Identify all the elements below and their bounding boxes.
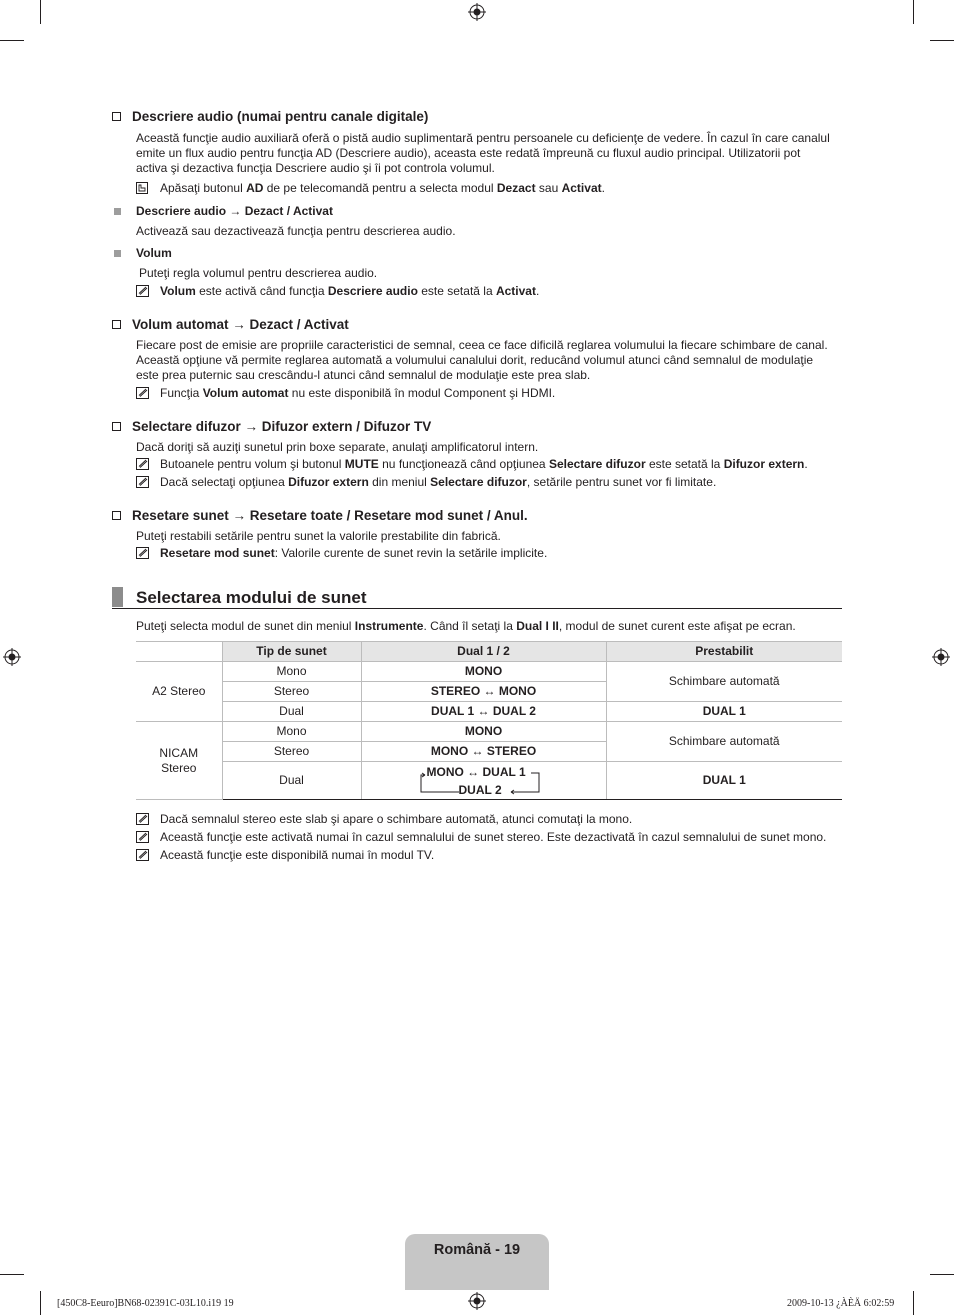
table-cell: Dual [222, 702, 361, 722]
item-audio-description-text: Activează sau dezactivează funcţia pentru descrierea audio. [136, 224, 456, 238]
note-speaker-mute: Butoanele pentru volum şi butonul MUTE nu funcţionează când opţiunea Selectare difuzor este setată la Difuzor extern. [136, 457, 844, 472]
auto-volume-paragraph: Fiecare post de emisie are propriile caracteristici de semnal, ceea ce face dificilă reglarea volumului la fiecare schimbare de canal. Această opţiune vă permite reglarea automată a volumului canalului dorit, reducând volumul atunci când semnalul de modulaţie este prea puternic sau crescându-l atunci când semnalul de modulaţie este prea slab. [136, 338, 828, 382]
table-cell: NICAM Stereo [136, 722, 222, 800]
checkbox-bullet-icon [112, 422, 121, 431]
registration-mark-icon [468, 3, 486, 21]
registration-mark-icon [932, 648, 950, 666]
crop-mark [40, 1291, 41, 1315]
note-stereo-only: Această funcţie este activată numai în cazul semnalului de sunet stereo. Este dezactivată în cazul semnalului de sunet mono. [136, 830, 844, 845]
table-cell: Stereo [222, 682, 361, 702]
crop-mark [930, 40, 954, 41]
note-tv-only: Această funcţie este disponibilă numai în modul TV. [136, 848, 844, 863]
table-cell: MONO [361, 662, 606, 682]
heading-auto-volume: Volum automat → Dezact / Activat [112, 317, 349, 332]
note-ad-button: Apăsaţi butonul AD de pe telecomandă pentru a selecta modul Dezact sau Activat. [136, 181, 844, 196]
table-row [136, 722, 842, 742]
audio-description-paragraph: Această funcţie audio auxiliară oferă o pistă audio suplimentară pentru persoanele cu deficienţe de vedere. În cazul în care canalul emite un flux audio pentru funcţia AD (Descriere audio), aceasta este redată împreună cu fluxul audio principal. Utilizatorii pot activa şi dezactiva funcţia Descriere audio şi îi pot controla volumul. [136, 131, 830, 175]
item-volume: Volum [114, 246, 172, 261]
crop-mark [40, 0, 41, 24]
item-volume-text: Puteţi regla volumul pentru descrierea audio. [139, 266, 378, 280]
table-cell: Dual [222, 762, 361, 800]
table-cell: Stereo [222, 742, 361, 762]
remote-note-icon [136, 182, 150, 194]
note-icon [136, 813, 150, 825]
crop-mark [930, 1274, 954, 1275]
crop-mark [913, 0, 914, 24]
registration-mark-icon [468, 1292, 486, 1310]
note-stereo-weak: Dacă semnalul stereo este slab şi apare o schimbare automată, atunci comutaţi la mono. [136, 812, 844, 827]
table-row [136, 702, 842, 722]
table-cell: MONO [361, 722, 606, 742]
table-cell: Schimbare automată [606, 662, 842, 702]
table-cell: Mono [222, 662, 361, 682]
note-reset: Resetare mod sunet: Valorile curente de sunet revin la setările implicite. [136, 546, 844, 561]
section-bar-icon [112, 587, 123, 607]
table-cell: Schimbare automată [606, 722, 842, 762]
table-header-row [136, 642, 842, 662]
section-title-sound-mode: Selectarea modului de sunet [112, 586, 842, 609]
print-info-right: 2009-10-13 ¿ÀÈÄ 6:02:59 [787, 1298, 895, 1309]
checkbox-bullet-icon [112, 511, 121, 520]
dual-cycle-diagram: MONO ↔ DUAL 1 DUAL 2 [419, 764, 549, 798]
heading-audio-description: Descriere audio (numai pentru canale digitale) [112, 109, 428, 124]
table-cell [361, 762, 606, 800]
crop-mark [0, 1274, 24, 1275]
speaker-paragraph: Dacă doriţi să auziţi sunetul prin boxe separate, anulaţi amplificatorul intern. [136, 440, 539, 454]
square-bullet-icon [114, 208, 121, 215]
crop-mark [913, 1291, 914, 1315]
section-intro: Puteţi selecta modul de sunet din meniul Instrumente. Când îl setaţi la Dual I II, modul de sunet curent este afişat pe ecran. [136, 619, 796, 633]
sound-mode-table [136, 641, 842, 800]
table-cell: STEREO ↔ MONO [361, 682, 606, 702]
note-icon [136, 849, 150, 861]
registration-mark-icon [3, 648, 21, 666]
table-header: Prestabilit [606, 642, 842, 662]
note-speaker-external: Dacă selectaţi opţiunea Difuzor extern din meniul Selectare difuzor, setările pentru sunet vor fi limitate. [136, 475, 844, 490]
checkbox-bullet-icon [112, 112, 121, 121]
item-audio-description-toggle: Descriere audio → Dezact / Activat [114, 204, 333, 219]
table-cell: DUAL 1 ↔ DUAL 2 [361, 702, 606, 722]
note-icon [136, 831, 150, 843]
page-number-tab: Română - 19 [405, 1234, 549, 1290]
note-icon [136, 547, 150, 559]
square-bullet-icon [114, 250, 121, 257]
table-cell: A2 Stereo [136, 662, 222, 722]
heading-sound-reset: Resetare sunet → Resetare toate / Resetare mod sunet / Anul. [112, 508, 528, 523]
print-info-left: [450C8-Eeuro]BN68-02391C-03L10.i19 19 [57, 1298, 234, 1309]
table-cell: Mono [222, 722, 361, 742]
note-volume: Volum este activă când funcţia Descriere audio este setată la Activat. [136, 284, 844, 299]
note-icon [136, 476, 150, 488]
checkbox-bullet-icon [112, 320, 121, 329]
table-cell: DUAL 1 [606, 762, 842, 800]
note-icon [136, 458, 150, 470]
note-icon [136, 387, 150, 399]
table-cell: DUAL 1 [606, 702, 842, 722]
note-auto-volume: Funcţia Volum automat nu este disponibilă în modul Component şi HDMI. [136, 386, 844, 401]
table-cell: MONO ↔ STEREO [361, 742, 606, 762]
reset-paragraph: Puteţi restabili setările pentru sunet la valorile prestabilite din fabrică. [136, 529, 501, 543]
heading-speaker-select: Selectare difuzor → Difuzor extern / Difuzor TV [112, 419, 431, 434]
table-header: Tip de sunet [222, 642, 361, 662]
table-row [136, 662, 842, 682]
note-icon [136, 285, 150, 297]
table-row [136, 762, 842, 800]
crop-mark [0, 40, 24, 41]
table-header: Dual 1 / 2 [361, 642, 606, 662]
